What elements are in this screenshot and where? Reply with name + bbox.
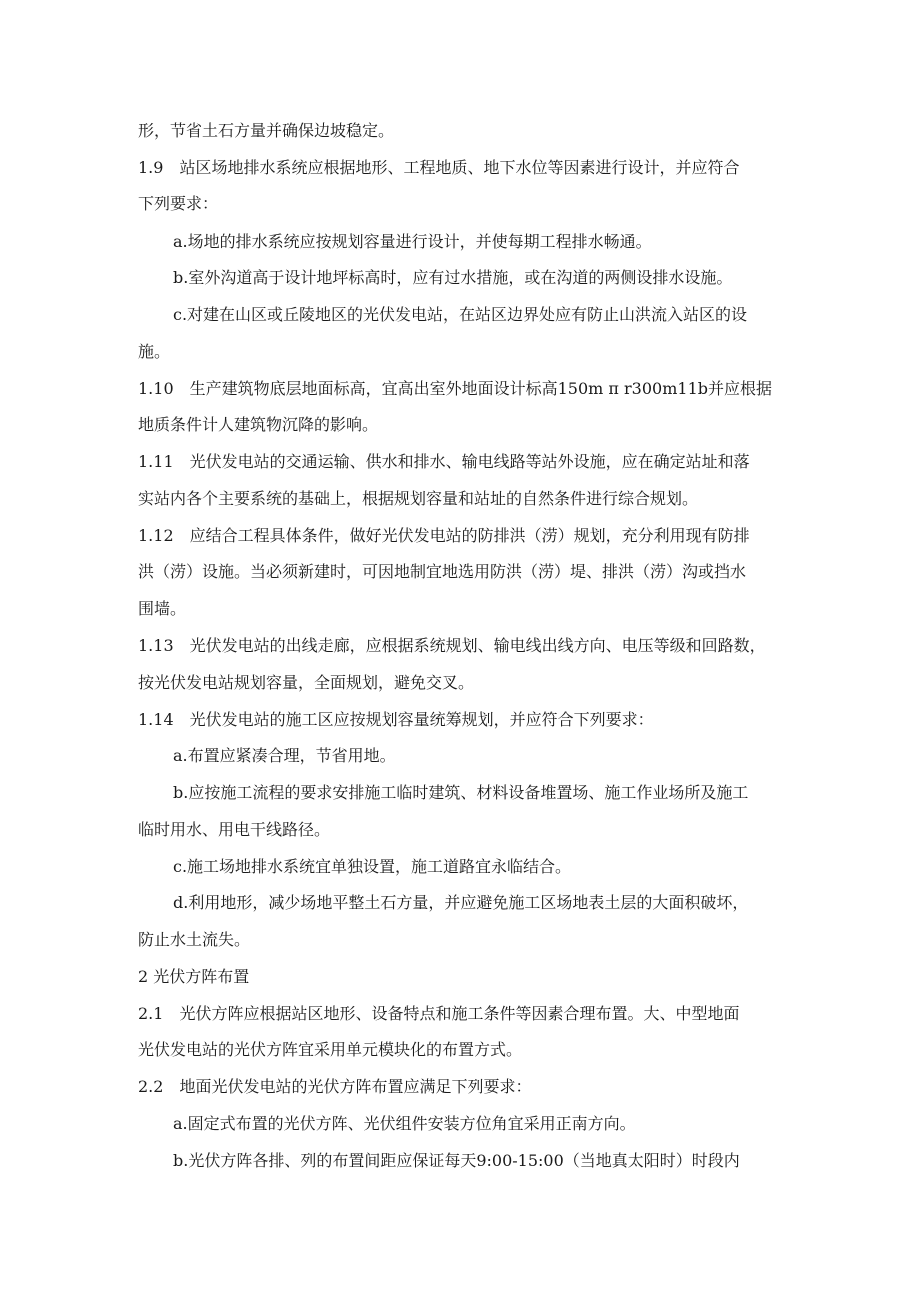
paragraph-continuation: 形，节省土石方量并确保边坡稳定。 [138,121,395,140]
item-1-14-d-line-2: 防止水土流失。 [138,930,251,949]
item-1-14-b-line-2: 临时用水、用电干线路径。 [138,820,331,839]
item-1-14-b-line-1: b.应按施工流程的要求安排施工临时建筑、材料设备堆置场、施工作业场所及施工 [173,783,749,802]
section-heading-2: 2 光伏方阵布置 [138,967,250,986]
clause-1-13-line-2: 按光伏发电站规划容量，全面规划，避免交叉。 [138,673,475,692]
clause-1-12-line-3: 围墙。 [138,599,187,618]
clause-1-14: 1.14 光伏发电站的施工区应按规划容量统筹规划，并应符合下列要求： [138,710,654,729]
clause-1-11-line-1: 1.11 光伏发电站的交通运输、供水和排水、输电线路等站外设施，应在确定站址和落 [138,452,750,471]
item-1-14-c: c.施工场地排水系统宜单独设置，施工道路宜永临结合。 [173,857,572,876]
clause-1-12-line-1: 1.12 应结合工程具体条件，做好光伏发电站的防排洪（涝）规划，充分利用现有防排 [138,526,750,545]
clause-1-12-line-2: 洪（涝）设施。当必须新建时，可因地制宜地选用防洪（涝）堤、排洪（涝）沟或挡水 [138,562,747,581]
item-1-9-c-line-1: c.对建在山区或丘陵地区的光伏发电站，在站区边界处应有防止山洪流入站区的设 [173,305,748,324]
clause-1-9-line-1: 1.9 站区场地排水系统应根据地形、工程地质、地下水位等因素进行设计，并应符合 [138,158,740,177]
clause-2-2: 2.2 地面光伏发电站的光伏方阵布置应满足下列要求： [138,1077,532,1096]
item-1-9-b: b.室外沟道高于设计地坪标高时，应有过水措施，或在沟道的两侧设排水设施。 [173,268,733,287]
item-2-2-a: a.固定式布置的光伏方阵、光伏组件安装方位角宜采用正南方向。 [173,1114,636,1133]
clause-1-9-line-2: 下列要求： [138,194,219,213]
clause-1-10-line-2: 地质条件计人建筑物沉降的影响。 [138,415,379,434]
item-1-14-d-line-1: d.利用地形，减少场地平整土石方量，并应避免施工区场地表土层的大面积破坏， [173,893,749,912]
clause-1-13-line-1: 1.13 光伏发电站的出线走廊，应根据系统规划、输电线出线方向、电压等级和回路数， [138,636,766,655]
clause-1-10-line-1: 1.10 生产建筑物底层地面标高，宜高出室外地面设计标高150m π r300m11b并应根据 [138,379,772,398]
item-1-9-c-line-2: 施。 [138,342,171,361]
clause-1-11-line-2: 实站内各个主要系统的基础上，根据规划容量和站址的自然条件进行综合规划。 [138,489,699,508]
clause-2-1-line-2: 光伏发电站的光伏方阵宜采用单元模块化的布置方式。 [138,1040,523,1059]
item-2-2-b: b.光伏方阵各排、列的布置间距应保证每天9:00-15:00（当地真太阳时）时段内 [173,1151,740,1170]
clause-2-1-line-1: 2.1 光伏方阵应根据站区地形、设备特点和施工条件等因素合理布置。大、中型地面 [138,1004,740,1023]
item-1-14-a: a.布置应紧凑合理，节省用地。 [173,746,396,765]
item-1-9-a: a.场地的排水系统应按规划容量进行设计，并使每期工程排水畅通。 [173,232,652,251]
